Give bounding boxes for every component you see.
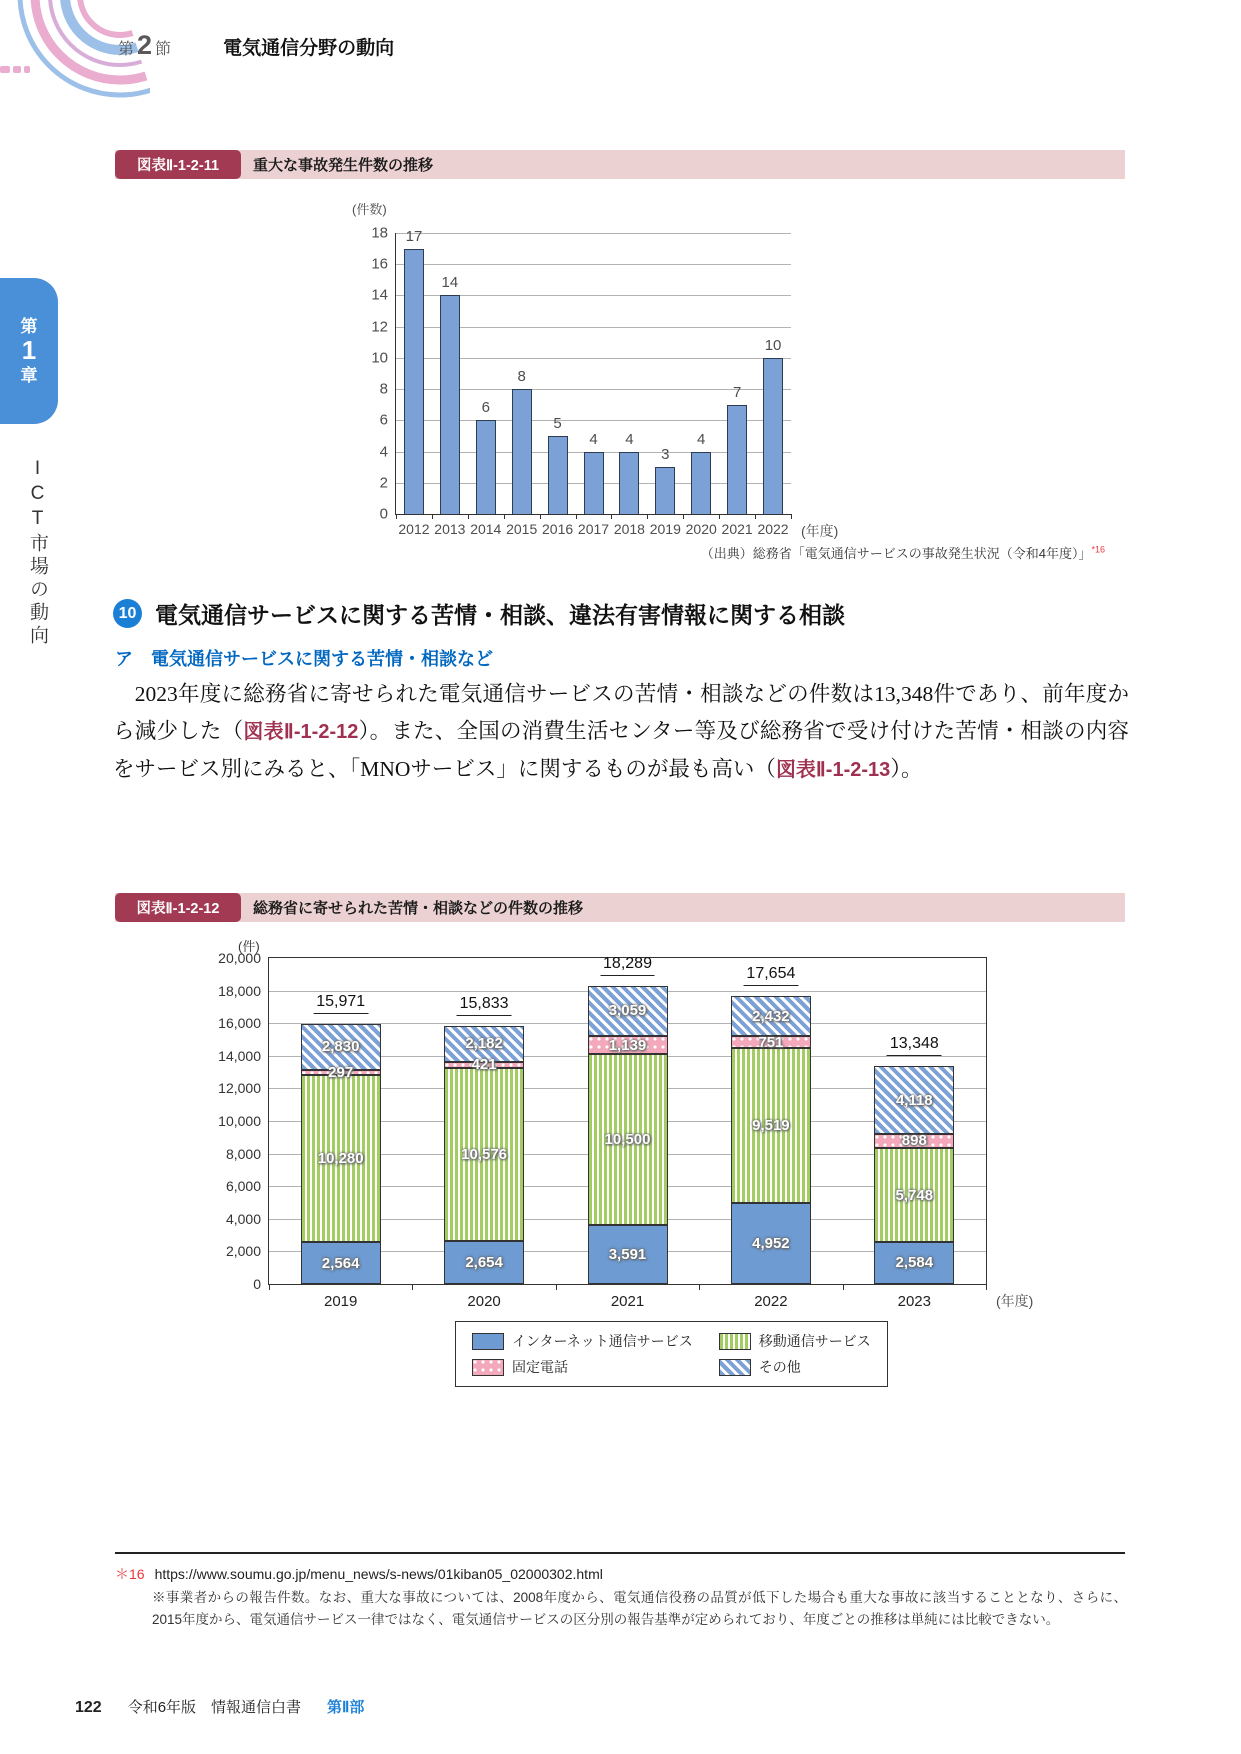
chart2-x-label-2022: 2022 [754,1293,788,1310]
segment-value-2023-mobile: 5,748 [895,1186,934,1204]
chart1-y-tick-label: 16 [371,255,388,273]
segment-2020-internet [444,1241,524,1284]
chart2-x-tick [843,1284,844,1290]
chart2-unit-label: (件) [238,939,260,954]
chart1-x-label-2015: 2015 [506,521,538,537]
chart1-y-tick-label: 12 [371,318,388,336]
chart2-x-tick [986,1284,987,1290]
chart1-y-tick-label: 14 [371,286,388,304]
stacked-bar-2020 [444,1026,524,1284]
chart2-xaxis-suffix: (年度) [996,1293,1034,1309]
bar-value-2016: 5 [553,414,562,432]
chart2-y-tick-label: 12,000 [218,1080,261,1097]
total-label-2021: 18,289 [600,955,655,976]
chart1-y-tick-label: 6 [379,411,388,429]
segment-value-2019-mobile: 10,280 [317,1149,364,1167]
chart1-x-label-2018: 2018 [613,521,645,537]
chart1-x-tick [683,514,684,519]
chart2-x-label-2019: 2019 [324,1293,358,1310]
chart2-y-tick-label: 2,000 [225,1243,261,1260]
section10-subheading: ア 電気通信サービスに関する苦情・相談など [115,649,493,669]
bar-2019 [655,467,675,514]
segment-value-2019-fixed: 297 [328,1063,354,1081]
chapter-tab-number: 1 [21,335,37,366]
chart2-y-tick-label: 20,000 [218,950,261,966]
chart2-y-tick-label: 18,000 [218,982,261,999]
chart1-y-tick-label: 18 [371,224,388,242]
stacked-bar-2022 [731,996,811,1284]
bar-2012 [404,249,424,514]
bar-2013 [440,295,460,514]
section10-heading: 電気通信サービスに関する苦情・相談、違法有害情報に関する相談 [155,602,845,628]
chart1-y-tick-label: 2 [379,474,388,492]
chart2-y-tick-label: 4,000 [225,1210,261,1227]
chart1-x-tick [432,514,433,519]
segment-2023-internet [874,1242,954,1284]
section-title: 電気通信分野の動向 [223,38,395,59]
legend-item-internet [472,1331,693,1351]
figure2-title: 総務省に寄せられた苦情・相談などの件数の推移 [253,900,584,917]
figure-reference-12: 図表Ⅱ-1-2-12 [243,721,359,743]
chart2-x-tick [699,1284,700,1290]
total-label-2020: 15,833 [457,995,512,1016]
segment-2023-other [874,1066,954,1133]
footnote-note: ※事業者からの報告件数。なお、重大な事故については、2008年度から、電気通信役務の品質が低下した場合も重大な事故に該当することとなり、さらに、2015年度から、電気通信サービス一律ではなく、電気通信サービスの区分別の報告基準が定められており、年度ごとの推移は単純には比較できない。 [152,1590,1127,1627]
stacked-bar-2019 [301,1024,381,1284]
section-header [118,30,394,61]
bar-value-2015: 8 [517,368,526,386]
segment-2019-internet [301,1242,381,1284]
chart1-x-tick [611,514,612,519]
chart2-x-tick [556,1284,557,1290]
total-label-2023: 13,348 [887,1035,942,1056]
figure1-title: 重大な事故発生件数の推移 [253,157,434,174]
chart2-x-label-2020: 2020 [467,1293,501,1310]
chart2-y-tick-label: 16,000 [218,1015,261,1032]
segment-2022-mobile [731,1048,811,1203]
segment-value-2022-other: 2,432 [752,1007,790,1025]
bar-2020 [691,452,711,514]
chart1-x-label-2019: 2019 [649,521,681,537]
legend-swatch-internet [472,1333,504,1350]
paragraph-text: ）。 [890,757,923,781]
bar-value-2019: 3 [661,446,670,464]
figure1-source [701,543,1105,562]
chart1-unit-label: (件数) [352,202,387,217]
legend-label-mobile: 移動通信サービス [758,1333,871,1349]
figure-reference-13: 図表Ⅱ-1-2-13 [775,759,891,781]
chart1-x-label-2012: 2012 [398,521,430,537]
chart2-x-label-2023: 2023 [897,1293,931,1310]
chart1-x-tick [755,514,756,519]
segment-value-2021-mobile: 10,500 [604,1131,651,1149]
chart1-x-label-2016: 2016 [542,521,574,537]
segment-2019-mobile [301,1075,381,1243]
page-footer [75,1696,364,1717]
bar-value-2018: 4 [625,430,634,448]
segment-value-2020-internet: 2,654 [465,1253,503,1271]
legend-label-fixed-phone: 固定電話 [512,1359,568,1375]
chapter-tab-prefix: 第 [20,316,38,336]
stacked-bar-2023 [874,1066,954,1284]
chart2-legend [455,1321,888,1387]
segment-2022-other [731,996,811,1036]
chart1-x-label-2017: 2017 [577,521,610,537]
chart2-y-tick-label: 8,000 [225,1145,261,1162]
chart1-y-tick-label: 8 [379,380,388,398]
total-label-2022: 17,654 [743,965,798,986]
figure2-badge: 図表Ⅱ-1-2-12 [115,893,241,922]
segment-2021-fixed [588,1036,668,1055]
segment-value-2020-other: 2,182 [465,1035,503,1053]
chart1-y-tick-label: 10 [371,349,388,367]
footer-part: 第Ⅱ部 [327,1699,365,1716]
chart2-y-tick-label: 14,000 [218,1047,261,1064]
segment-value-2021-internet: 3,591 [608,1246,647,1264]
chart1-x-tick [468,514,469,519]
paragraph-text: 2023年度に総務省に寄せられた電気通信サービスの苦情・相談などの件数は13,348件であり、前年度から減少した（ [113,682,1129,743]
chart1-x-tick [647,514,648,519]
chart1-x-label-2020: 2020 [685,521,717,537]
segment-value-2023-other: 4,118 [895,1091,933,1109]
chart2-x-label-2021: 2021 [610,1293,645,1310]
chart1-x-label-2021: 2021 [721,521,753,537]
section10-paragraph [113,676,1129,789]
legend-label-internet: インターネット通信サービス [512,1333,693,1349]
chart2-y-tick-label: 10,000 [218,1113,261,1129]
total-label-2019: 15,971 [313,993,368,1014]
decorative-swirl-graphic [0,0,153,130]
segment-2021-other [588,986,668,1036]
chart1-x-tick [791,514,792,519]
chart2-y-tick-label: 6,000 [225,1178,261,1195]
legend-label-other: その他 [758,1359,801,1375]
bar-2021 [727,405,747,514]
bar-2016 [548,436,568,514]
chart1-y-tick-label: 4 [379,443,388,461]
bar-2018 [619,452,639,514]
section10-number-badge: 10 [113,599,142,628]
chart1-x-label-2014: 2014 [470,521,502,537]
section-label-prefix: 第 [118,41,135,58]
footnote-divider [115,1552,1125,1554]
chart1-gridline [396,233,791,234]
segment-2023-fixed [874,1134,954,1149]
segment-value-2021-other: 3,059 [608,1002,647,1020]
segment-value-2019-internet: 2,564 [321,1254,360,1272]
chart2-x-tick [269,1284,270,1290]
section10-heading-row [113,597,845,630]
stacked-bar-2021 [588,986,668,1284]
chart1-x-tick [576,514,577,519]
segment-value-2020-mobile: 10,576 [461,1146,508,1164]
footnote-line [115,1564,1129,1584]
chart1-gridline [396,264,791,265]
paragraph-text: ）。また、全国の消費生活センター等及び総務省で受け付けた苦情・相談の内容をサービス別にみると、「MNOサービス」に関するものが最も高い（ [113,719,1129,781]
chart2-y-tick-label: 0 [253,1276,261,1292]
chapter-tab [0,278,58,424]
legend-item-other [719,1357,871,1377]
chart1-x-label-2022: 2022 [757,521,789,537]
bar-value-2017: 4 [589,430,598,448]
figure1-header-band [115,150,1125,179]
legend-swatch-mobile [719,1333,751,1350]
segment-value-2019-other: 2,830 [321,1038,360,1056]
bar-value-2021: 7 [732,383,742,401]
legend-item-mobile [719,1331,871,1351]
chart1-x-tick [504,514,505,519]
bar-value-2020: 4 [697,430,706,448]
segment-value-2022-internet: 4,952 [752,1235,790,1253]
accidents-bar-chart [371,224,839,539]
segment-value-2020-fixed: 421 [471,1056,497,1074]
chart1-x-label-2013: 2013 [434,521,466,537]
segment-2020-mobile [444,1068,524,1240]
segment-2021-mobile [588,1054,668,1225]
legend-item-fixed-phone [472,1357,693,1377]
bar-2014 [476,420,496,514]
footer-edition: 令和6年版 情報通信白書 [127,1699,302,1716]
chart1-xaxis-suffix: (年度) [801,523,839,539]
segment-value-2021-fixed: 1,139 [608,1036,647,1054]
chart1-y-tick-label: 0 [379,505,388,523]
bar-value-2022: 10 [764,336,782,354]
segment-2022-internet [731,1203,811,1284]
segment-2020-fixed [444,1056,524,1074]
chart2-x-tick [412,1284,413,1290]
legend-swatch-fixed-phone [472,1359,504,1376]
segment-value-2023-fixed: 898 [901,1132,927,1150]
segment-2021-internet [588,1225,668,1284]
figure1-badge: 図表Ⅱ-1-2-11 [115,150,241,179]
segment-2022-fixed [731,1033,811,1051]
chart1-x-tick [719,514,720,519]
bar-value-2013: 14 [441,274,459,292]
chapter-tab-suffix: 章 [20,365,38,385]
footnote-block [115,1564,1129,1630]
legend-swatch-other [719,1359,751,1376]
segment-value-2022-mobile: 9,519 [752,1117,790,1135]
segment-value-2022-fixed: 751 [758,1033,784,1051]
bar-2022 [763,358,783,514]
segment-2019-fixed [301,1063,381,1081]
segment-2023-mobile [874,1148,954,1242]
figure1-source-note-ref: *16 [1091,544,1105,555]
segment-value-2023-internet: 2,584 [895,1254,934,1272]
bar-2015 [512,389,532,514]
section-label-suffix: 節 [155,41,172,58]
page-number: 122 [75,1699,102,1716]
complaints-stacked-bar-chart [218,950,1034,1310]
section-number: 2 [137,30,153,60]
bar-value-2012: 17 [405,227,423,245]
figure2-header-band [115,893,1125,922]
bar-value-2014: 6 [481,399,490,417]
chapter-side-caption: ICT市場の動向 [27,458,48,648]
chart1-x-tick [540,514,541,519]
footnote-ref: ＊16 [115,1566,145,1582]
footnote-url: https://www.soumu.go.jp/menu_news/s-news/01kiban05_02000302.html [154,1566,603,1582]
chart1-x-tick [396,514,397,519]
figure1-source-text: （出典）総務省「電気通信サービスの事故発生状況（令和4年度）」 [700,546,1092,561]
bar-2017 [584,452,604,514]
